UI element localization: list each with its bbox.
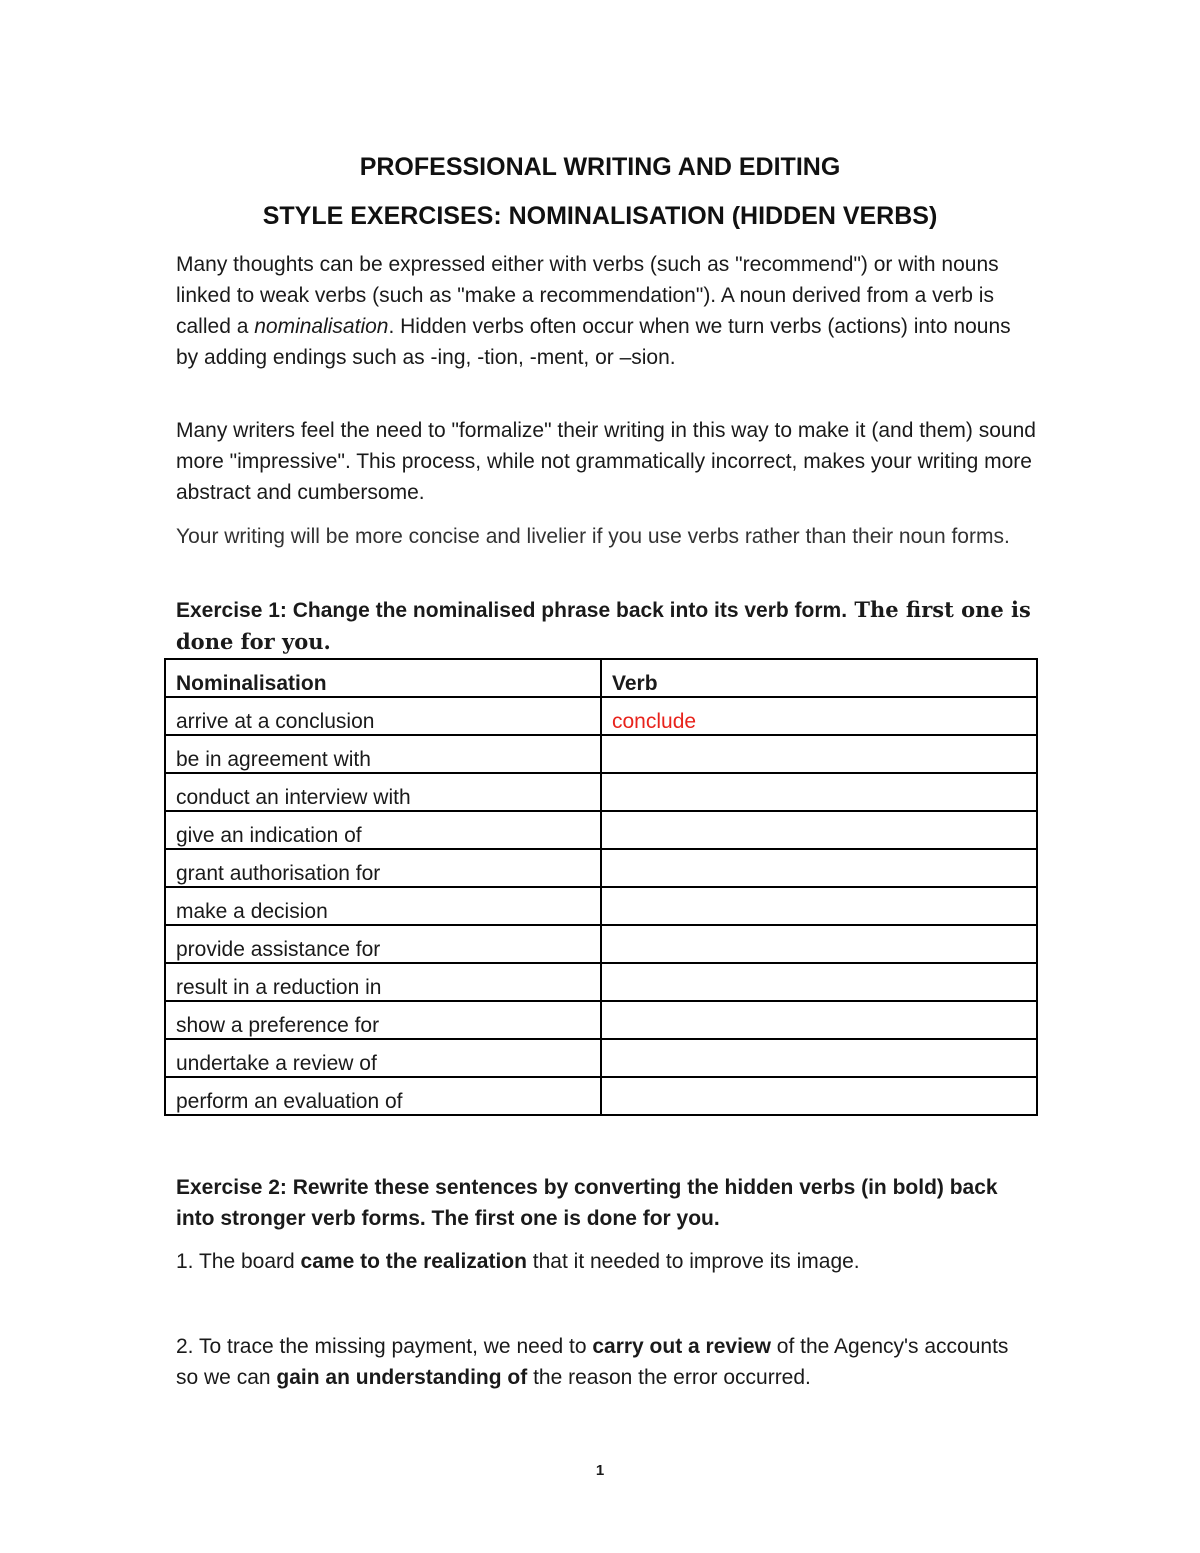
sentence-text: the reason the error occurred. <box>527 1366 811 1389</box>
page-number: 1 <box>595 1462 605 1479</box>
exercise-2-sentence-2 <box>176 1331 1036 1393</box>
verb-cell[interactable] <box>601 1039 1037 1077</box>
table-row <box>165 963 1037 1001</box>
nominalisation-cell: give an indication of <box>165 811 601 849</box>
exercise-2-sentence-1 <box>176 1246 1036 1277</box>
document-subtitle: STYLE EXERCISES: NOMINALISATION (HIDDEN VERBS) <box>262 202 938 230</box>
intro-text: . Hidden verbs often occur when we turn verbs (actions) into nouns by adding endings such as -ing, -tion, -ment, or –sion. <box>176 315 1011 369</box>
sentence-text: that it needed to improve its image. <box>526 1250 860 1273</box>
verb-cell[interactable] <box>601 773 1037 811</box>
table-row <box>165 773 1037 811</box>
sentence-text: 2. To trace the missing payment, we need to <box>176 1335 593 1358</box>
column-header-nominalisation: Nominalisation <box>165 659 601 697</box>
nominalisation-cell: arrive at a conclusion <box>165 697 601 735</box>
nominalisation-cell: make a decision <box>165 887 601 925</box>
nominalisation-cell: conduct an interview with <box>165 773 601 811</box>
hidden-verb-phrase: came to the realization <box>300 1250 527 1273</box>
sentence-text: 1. The board <box>176 1250 301 1273</box>
nominalisation-cell: result in a reduction in <box>165 963 601 1001</box>
table-row <box>165 849 1037 887</box>
intro-emphasis: nominalisation <box>254 315 389 338</box>
verb-cell[interactable] <box>601 963 1037 1001</box>
nominalisation-cell: undertake a review of <box>165 1039 601 1077</box>
nominalisation-table <box>164 658 1038 1116</box>
intro-text: Many thoughts can be expressed either with verbs (such as "recommend") or with nouns linked to weak verbs (such as "make a recommendation"). A noun derived from a verb is called a <box>176 253 999 338</box>
verb-cell[interactable] <box>601 1077 1037 1115</box>
table-row <box>165 811 1037 849</box>
exercise-1-instruction <box>176 594 1036 658</box>
column-header-verb: Verb <box>601 659 1037 697</box>
table-row <box>165 887 1037 925</box>
table-row <box>165 1001 1037 1039</box>
nominalisation-cell: be in agreement with <box>165 735 601 773</box>
verb-cell[interactable] <box>601 1001 1037 1039</box>
nominalisation-cell: grant authorisation for <box>165 849 601 887</box>
intro-paragraph-2: Many writers feel the need to "formalize" their writing in this way to make it (and them) sound more "impressive". This process, while not grammatically incorrect, makes your writing more abstract and cumbersome. <box>176 419 1036 504</box>
hidden-verb-phrase: gain an understanding of <box>276 1366 528 1389</box>
verb-cell[interactable]: conclude <box>601 697 1037 735</box>
table-row <box>165 1039 1037 1077</box>
table-row <box>165 1077 1037 1115</box>
table-row <box>165 735 1037 773</box>
table-header-row <box>165 659 1037 697</box>
verb-cell[interactable] <box>601 735 1037 773</box>
exercise-1-instruction-text: Exercise 1: Change the nominalised phrase back into its verb form. <box>176 599 848 622</box>
verb-cell[interactable] <box>601 811 1037 849</box>
exercise-1-instruction-tail: The first one is done for you. <box>176 597 1031 654</box>
intro-paragraph-3: Your writing will be more concise and livelier if you use verbs rather than their noun forms. <box>176 525 1010 548</box>
verb-cell[interactable] <box>601 925 1037 963</box>
verb-cell[interactable] <box>601 887 1037 925</box>
verb-cell[interactable] <box>601 849 1037 887</box>
table-row <box>165 697 1037 735</box>
intro-paragraph-1 <box>176 249 1036 373</box>
sentence-text: of the Agency's accounts so we can <box>176 1335 1009 1389</box>
nominalisation-cell: provide assistance for <box>165 925 601 963</box>
document-title: PROFESSIONAL WRITING AND EDITING <box>359 153 841 181</box>
exercise-2-instruction: Exercise 2: Rewrite these sentences by converting the hidden verbs (in bold) back into stronger verb forms. The first one is done for you. <box>176 1176 998 1230</box>
nominalisation-cell: perform an evaluation of <box>165 1077 601 1115</box>
table-row <box>165 925 1037 963</box>
nominalisation-cell: show a preference for <box>165 1001 601 1039</box>
hidden-verb-phrase: carry out a review <box>592 1335 771 1358</box>
